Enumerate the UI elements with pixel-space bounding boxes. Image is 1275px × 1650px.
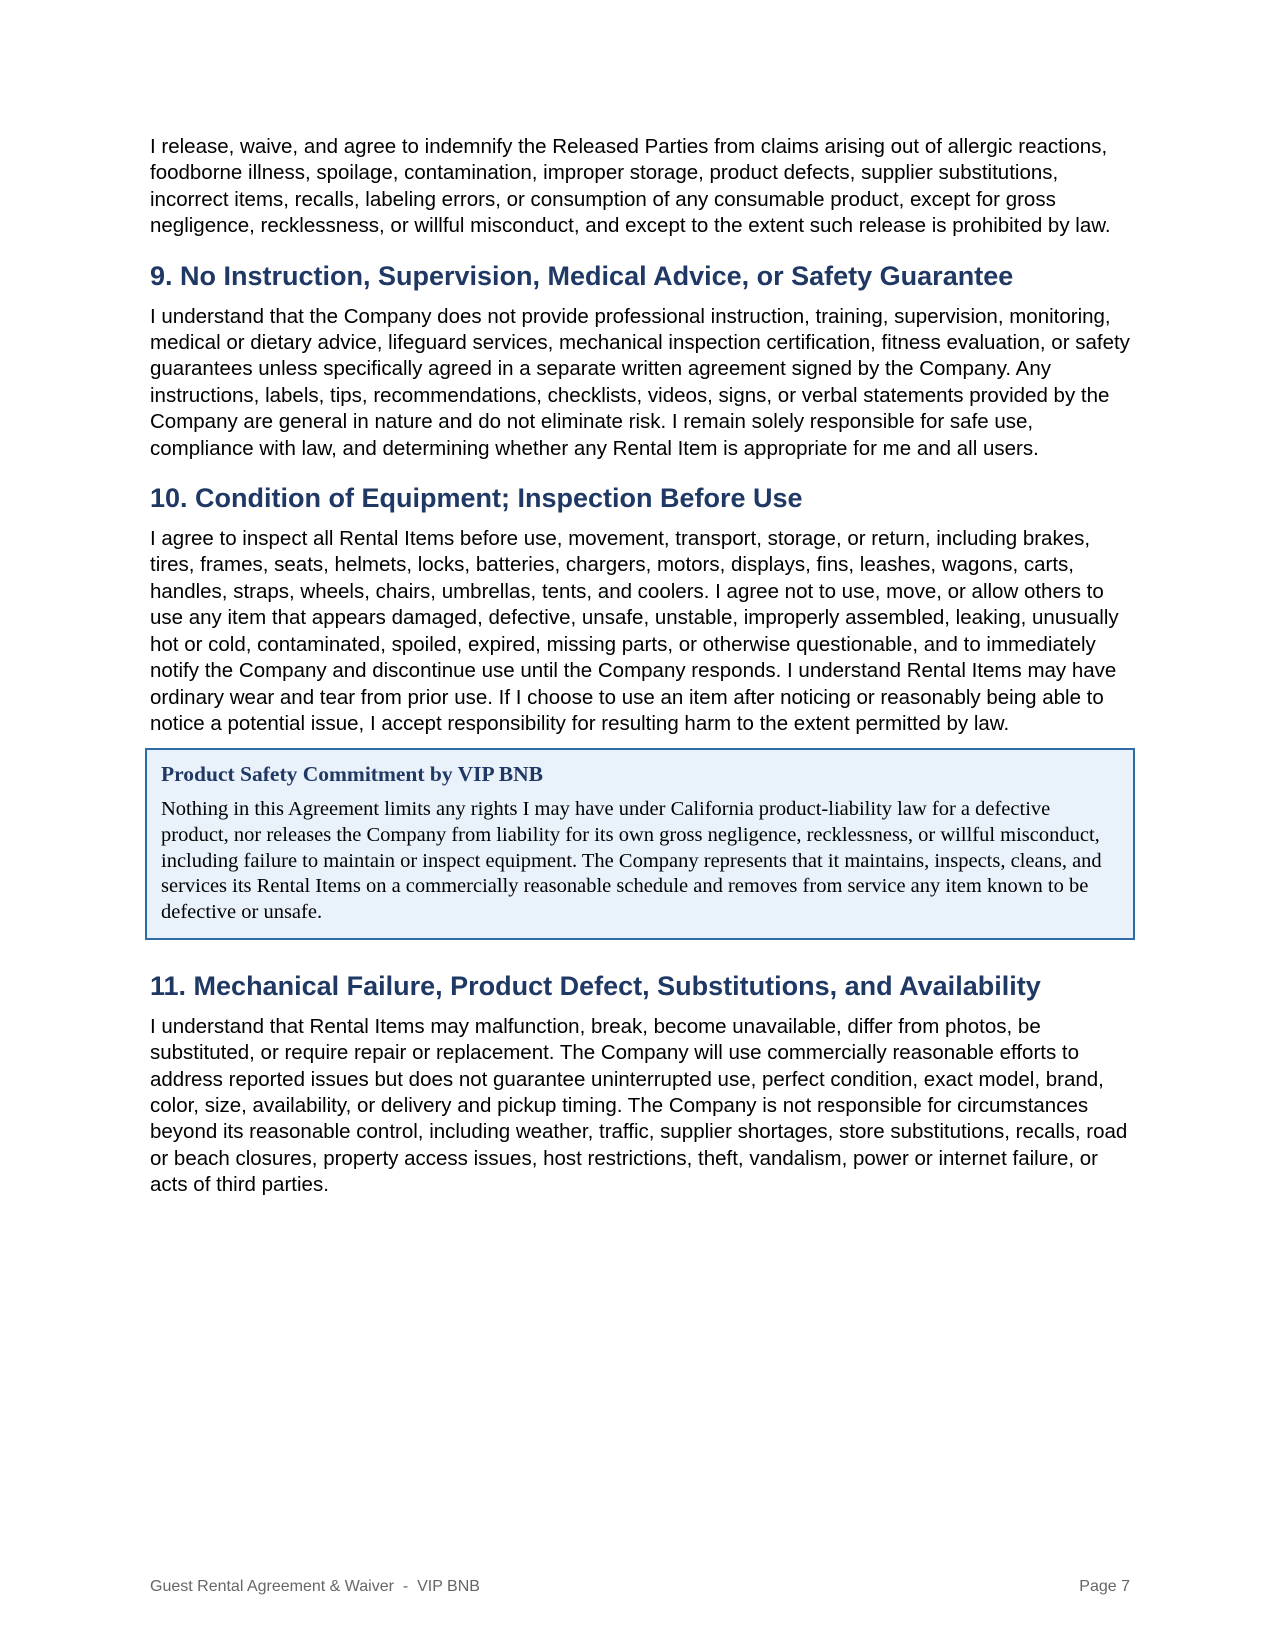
footer-page-number: Page 7 bbox=[1079, 1578, 1130, 1595]
page-content bbox=[150, 134, 1130, 1199]
section-10-body: I agree to inspect all Rental Items before use, movement, transport, storage, or return, including brakes, tires, frames, seats, helmets, locks, batteries, chargers, motors, displays, fins, leashes, wagons, carts, handles, straps, wheels, chairs, umbrellas, tents, and coolers. I agree not to use, move, or allow others to use any item that appears damaged, defective, unsafe, unstable, improperly assembled, leaking, unusually hot or cold, contaminated, spoiled, expired, missing parts, or otherwise questionable, and to immediately notify the Company and discontinue use until the Company responds. I understand Rental Items may have ordinary wear and tear from prior use. If I choose to use an item after noticing or reasonably being able to notice a potential issue, I accept responsibility for resulting harm to the extent permitted by law. bbox=[150, 527, 1119, 735]
product-safety-callout bbox=[145, 748, 1135, 940]
section-9-heading: 9. No Instruction, Supervision, Medical Advice, or Safety Guarantee bbox=[150, 260, 1014, 291]
intro-paragraph: I release, waive, and agree to indemnify the Released Parties from claims arising out of allergic reactions, foodborne illness, spoilage, contamination, improper storage, product defects, supplier substitutions, incorrect items, recalls, labeling errors, or consumption of any consumable product, except for gross negligence, recklessness, or willful misconduct, and except to the extent such release is prohibited by law. bbox=[150, 135, 1111, 238]
section-11-body: I understand that Rental Items may malfunction, break, become unavailable, differ from photos, be substituted, or require repair or replacement. The Company will use commercially reasonable efforts to address reported issues but does not guarantee uninterrupted use, perfect condition, exact model, brand, color, size, availability, or delivery and pickup timing. The Company is not responsible for circumstances beyond its reasonable control, including weather, traffic, supplier shortages, store substitutions, recalls, road or beach closures, property access issues, host restrictions, theft, vandalism, power or internet failure, or acts of third parties. bbox=[150, 1014, 1128, 1197]
footer-document-title: Guest Rental Agreement & Waiver - VIP BNB bbox=[150, 1578, 480, 1595]
callout-body: Nothing in this Agreement limits any rights I may have under California product-liability law for a defective product, nor releases the Company from liability for its own gross negligence, recklessness, or willful misconduct, including failure to maintain or inspect equipment. The Company represents that it maintains, inspects, cleans, and services its Rental Items on a commercially reasonable schedule and removes from service any item known to be defective or unsafe. bbox=[161, 798, 1102, 924]
callout-title: Product Safety Commitment by VIP BNB bbox=[161, 762, 544, 787]
section-10-heading: 10. Condition of Equipment; Inspection Before Use bbox=[150, 483, 803, 514]
section-11-heading: 11. Mechanical Failure, Product Defect, Substitutions, and Availability bbox=[150, 970, 1041, 1001]
page-footer bbox=[150, 1578, 1130, 1600]
section-9-body: I understand that the Company does not provide professional instruction, training, supervision, monitoring, medical or dietary advice, lifeguard services, mechanical inspection certification, fitness evaluation, or safety guarantees unless specifically agreed in a separate written agreement signed by the Company. Any instructions, labels, tips, recommendations, checklists, videos, signs, or verbal statements provided by the Company are general in nature and do not eliminate risk. I remain solely responsible for safe use, compliance with law, and determining whether any Rental Item is appropriate for me and all users. bbox=[150, 304, 1130, 460]
